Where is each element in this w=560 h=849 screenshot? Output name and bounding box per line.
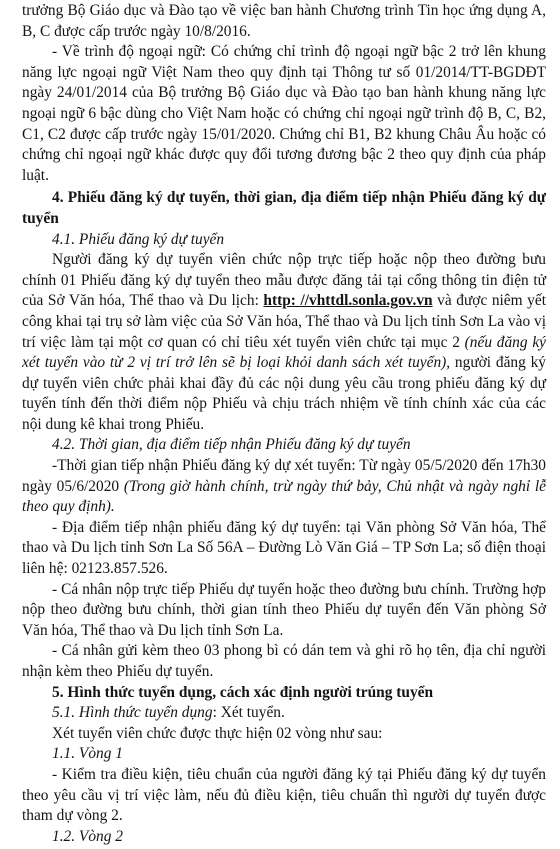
heading-section-4: 4. Phiếu đăng ký dự tuyển, thời gian, địa điểm tiếp nhận Phiếu đăng ký dự tuyển xyxy=(22,189,546,227)
paragraph-round-1: - Kiểm tra điều kiện, tiêu chuẩn của người đăng ký tại Phiếu đăng ký dự tuyển theo yêu cầu vị trí việc làm, nếu đủ điều kiện, tiêu chuẩn thì người dự tuyển được tham dự vòng 2. xyxy=(22,765,546,825)
heading-section-5: 5. Hình thức tuyển dụng, cách xác định người trúng tuyển xyxy=(52,683,434,701)
text-run: và được niêm yết công khai tại trụ sở làm việc của Sở Văn hóa, Thể thao và Du lịch tỉnh Sơn La vào vị trí việc làm tại một cơ quan có chỉ tiêu xét tuyển viên chức tại mục 2 xyxy=(22,292,546,351)
paragraph-registration-form xyxy=(22,250,546,435)
subheading-5-1 xyxy=(22,703,546,724)
text-run-italic: (Trong giờ hành chính, trừ ngày thứ bảy, Chủ nhật và ngày nghỉ lễ theo quy định). xyxy=(22,477,546,516)
text-run: Người đăng ký dự tuyển viên chức nộp trực tiếp hoặc nộp theo đường bưu chính 01 Phiếu đăng ký dự tuyển theo mẫu được đăng tải tại cổng thông tin điện tử của Sở Văn hóa, Thể thao và Du lịch: xyxy=(22,251,546,310)
text-run-italic: (nếu đăng ký xét tuyển vào từ 2 vị trí trở lên sẽ bị loại khỏi danh sách xét tuyển) xyxy=(22,333,546,372)
paragraph-receiving-location: - Địa điểm tiếp nhận phiếu đăng ký dự tuyển: tại Văn phòng Sở Văn hóa, Thể thao và Du lịch tỉnh Sơn La Số 56A – Đường Lò Văn Giá – TP Sơn La; số điện thoại liên hệ: 02123.857.526. xyxy=(22,518,546,578)
text-run: -Thời gian tiếp nhận Phiếu đăng ký dự xét tuyển: Từ ngày 05/5/2020 đến 17h30 ngày 05/6/2020 xyxy=(22,457,546,495)
paragraph-submission-method: - Cá nhân nộp trực tiếp Phiếu dự tuyển hoặc theo đường bưu chính. Trường hợp nộp theo đường bưu chính, thời gian tính theo Phiếu dự tuyển đến Văn phòng Sở Văn hóa, Thể thao và Du lịch tỉnh Sơn La. xyxy=(22,580,546,639)
paragraph-language-requirement: - Về trình độ ngoại ngữ: Có chứng chỉ trình độ ngoại ngữ bậc 2 trở lên khung năng lực ngoại ngữ Việt Nam theo quy định tại Thông tư số 01/2014/TT-BGDĐT ngày 24/01/2014 của Bộ trưởng Bộ Giáo dục và Đào tạo ban hành khung năng lực ngoại ngữ 6 bậc dùng cho Việt Nam hoặc có chứng chỉ ngoại ngữ trình độ B, C, B2, C1, C2 được cấp trước ngày 15/01/2020. Chứng chỉ B1, B2 khung Châu Âu hoặc có chứng chỉ ngoại ngữ khác được quy đổi tương đương bậc 2 theo quy định của pháp luật. xyxy=(22,43,546,184)
paragraph-envelopes: - Cá nhân gửi kèm theo 03 phong bì có dán tem và ghi rõ họ tên, địa chỉ người nhận kèm theo Phiếu dự tuyển. xyxy=(22,642,546,680)
subheading-4-1: 4.1. Phiếu đăng ký dự tuyển xyxy=(52,230,225,248)
paragraph-two-rounds: Xét tuyển viên chức được thực hiện 02 vòng như sau: xyxy=(52,724,383,742)
paragraph-it-requirement-end: trưởng Bộ Giáo dục và Đào tạo về việc ban hành Chương trình Tin học ứng dụng A, B, C được cấp trước ngày 10/8/2016. xyxy=(22,2,546,40)
text-run-italic: 5.1. Hình thức tuyển dụng xyxy=(52,704,213,722)
paragraph-receiving-time xyxy=(22,456,546,518)
text-run: , người đăng ký dự tuyển viên chức phải khai đầy đủ các nội dung yêu cầu trong phiếu đăng ký dự tuyển tính đến thời điểm nộp Phiếu và chịu trách nhiệm về tính chính xác của các nội dung kê khai trong Phiếu. xyxy=(22,354,546,433)
website-link[interactable]: http: //vhttdl.sonla.gov.vn xyxy=(263,292,433,310)
subheading-round-1: 1.1. Vòng 1 xyxy=(52,745,123,763)
subheading-4-2: 4.2. Thời gian, địa điểm tiếp nhận Phiếu đăng ký dự tuyển xyxy=(52,436,411,454)
text-run: : Xét tuyển. xyxy=(212,704,285,722)
subheading-round-2: 1.2. Vòng 2 xyxy=(52,827,123,845)
